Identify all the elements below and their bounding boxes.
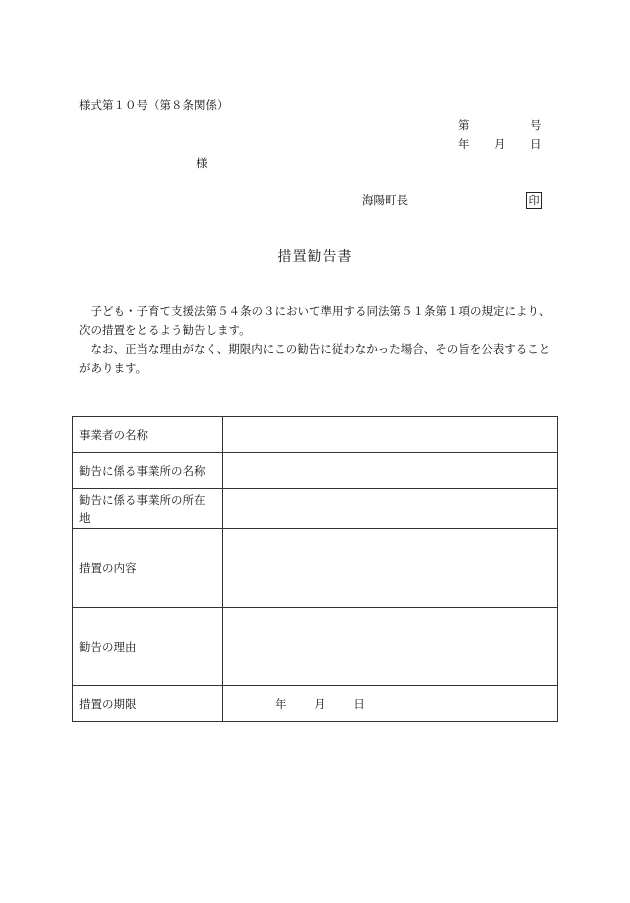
document-title: 措置勧告書: [277, 249, 353, 265]
body-paragraph-2: なお、正当な理由がなく、期限内にこの勧告に従わなかった場合、その旨を公表することがあります。: [79, 342, 551, 375]
table-row: [73, 608, 558, 686]
value-facility-address: [223, 489, 558, 529]
body-text: [79, 302, 559, 378]
addressee-suffix: 様: [196, 156, 208, 170]
table-row: [73, 489, 558, 529]
deadline-month-label: 月: [314, 696, 326, 711]
form-number: 様式第１０号（第８条関係）: [79, 98, 229, 112]
table-row: [73, 686, 558, 722]
issuer-name: 海陽町長: [362, 193, 408, 207]
table-row: [73, 529, 558, 608]
value-business-name: [223, 417, 558, 453]
value-measure-content: [223, 529, 558, 608]
date-year-label: 年: [458, 137, 470, 151]
row-label-deadline: 措置の期限: [73, 686, 223, 722]
seal-mark: 印: [526, 192, 542, 209]
row-label-measure-content: 措置の内容: [73, 529, 223, 608]
date-day-label: 日: [530, 137, 542, 151]
row-label-business-name: 事業者の名称: [73, 417, 223, 453]
deadline-day-label: 日: [353, 696, 365, 711]
row-label-facility-name: 勧告に係る事業所の名称: [73, 453, 223, 489]
table-row: [73, 453, 558, 489]
value-facility-name: [223, 453, 558, 489]
body-paragraph-1: 子ども・子育て支援法第５４条の３において準用する同法第５１条第１項の規定により、次の措置をとるよう勧告します。: [79, 304, 551, 337]
row-label-reason: 勧告の理由: [73, 608, 223, 686]
deadline-year-label: 年: [275, 696, 287, 711]
doc-number-suffix: 号: [530, 118, 542, 132]
date-month-label: 月: [494, 137, 506, 151]
value-reason: [223, 608, 558, 686]
recommendation-table: [72, 416, 558, 722]
row-label-facility-address: 勧告に係る事業所の所在地: [73, 489, 223, 529]
table-row: [73, 417, 558, 453]
doc-number-prefix: 第: [458, 118, 470, 132]
value-deadline: [223, 686, 558, 722]
